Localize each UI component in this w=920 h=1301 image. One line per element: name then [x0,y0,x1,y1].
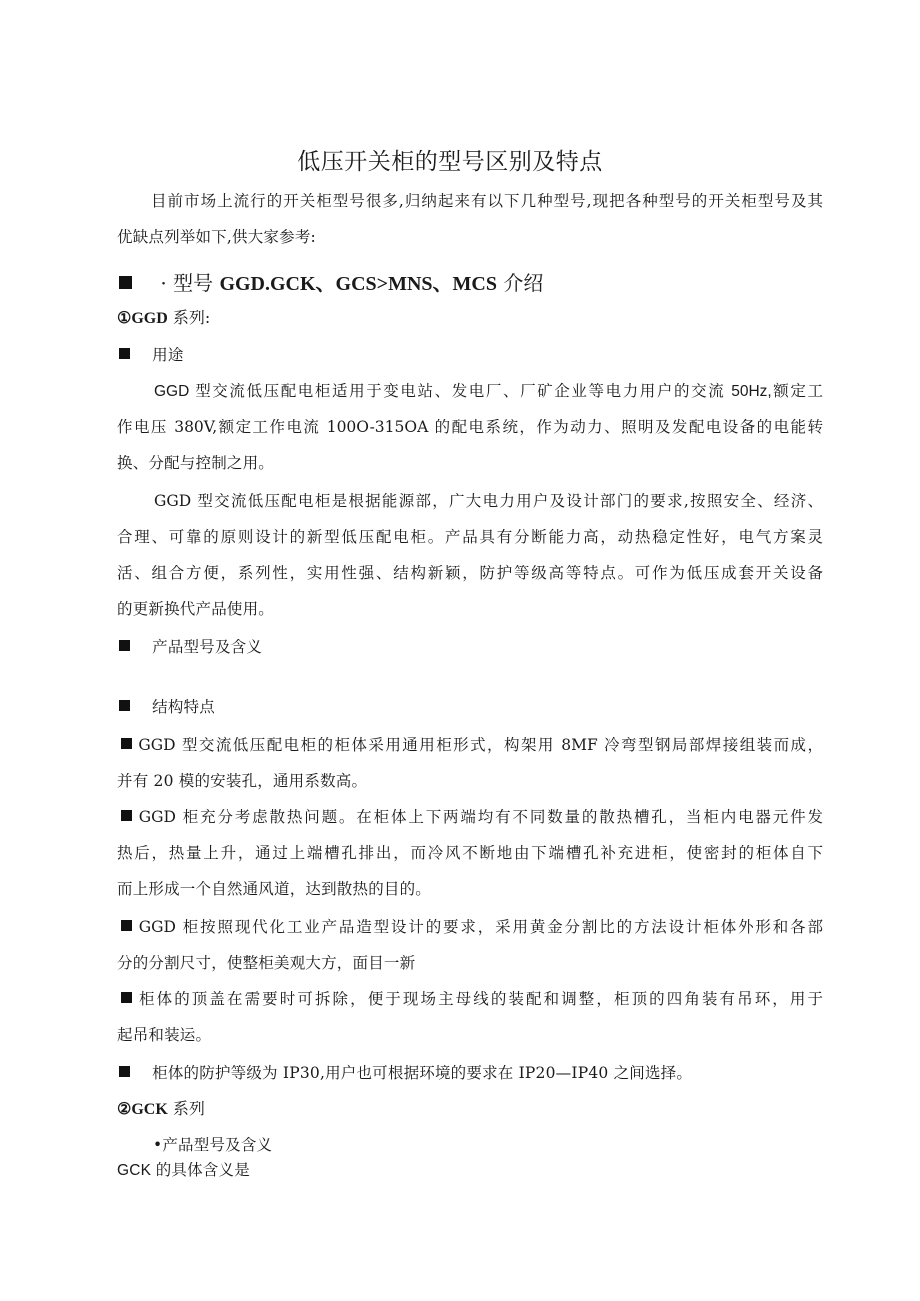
section-heading-models: GGD.GCK、GCS>MNS、MCS [219,273,497,295]
square-bullet-icon [121,992,132,1003]
gck-model-meaning-label: 产品型号及含义 [162,1136,273,1154]
square-bullet-icon [119,640,130,651]
gck-meaning-line: GCK 的具体含义是 [117,1162,250,1179]
ggd-series-heading [117,308,210,329]
structure-point-5: 柜体的防护等级为 IP30,用户也可根据环境的要求在 IP20—IP40 之间选择。 [119,1063,692,1083]
structure-point-1-line-2: 并有 20 模的安装孔，通用系数高。 [117,772,368,790]
square-bullet-icon [119,1066,130,1077]
document-title: 低压开关柜的型号区别及特点 [297,149,603,175]
square-bullet-icon [119,276,132,289]
usage-label: 用途 [152,346,184,364]
square-bullet-icon [121,920,132,931]
design-para-line-3: 活、组合方便，系列性，实用性强、结构新颖，防护等级高等特点。可作为低压成套开关设备 [117,564,823,582]
circled-number-2: ② [117,1101,132,1118]
structure-point-3-line-2: 分的分割尺寸，使整柜美观大方，面目一新 [117,954,416,972]
circled-number-1: ① [117,310,132,327]
gck-series-suffix: 系列 [167,1099,205,1118]
usage-para-line-3: 换、分配与控制之用。 [117,454,275,472]
square-bullet-icon [121,738,132,749]
gck-model-meaning-heading [153,1135,272,1155]
intro-line-1: 目前市场上流行的开关柜型号很多,归纳起来有以下几种型号,现把各种型号的开关柜型号及其 [151,192,823,210]
gck-series-heading [117,1099,205,1120]
design-para-line-1: GGD 型交流低压配电柜是根据能源部，广大电力用户及设计部门的要求,按照安全、经济、 [154,492,823,510]
ggd-series-suffix: 系列: [167,308,211,327]
design-para-line-4: 的更新换代产品使用。 [117,600,275,618]
structure-point-4-line-2: 起吊和装运。 [117,1026,212,1044]
structure-point-2-line-3: 而上形成一个自然通风道，达到散热的目的。 [117,880,432,898]
square-bullet-icon [119,700,130,711]
ggd-series-model: GGD [131,310,168,327]
usage-para-line-2: 作电压 380V,额定工作电流 100O-315OA 的配电系统，作为动力、照明及发配电设备的电能转 [117,418,823,436]
structure-label: 结构特点 [152,698,215,716]
section-heading-suffix: 介绍 [496,271,544,295]
model-meaning-heading [119,637,262,657]
square-bullet-icon [119,348,130,359]
structure-point-1-line-1: GGD 型交流低压配电柜的柜体采用通用柜形式，构架用 8MF 冷弯型钢局部焊接组装而成， [121,735,823,755]
structure-point-2-line-1: GGD 柜充分考虑散热问题。在柜体上下两端均有不同数量的散热槽孔，当柜内电器元件发 [121,807,823,827]
dot-bullet-icon: • [153,1136,163,1154]
square-bullet-icon [121,810,132,821]
intro-line-2: 优缺点列举如下,供大家参考: [117,228,316,246]
usage-para-line-1: GGD 型交流低压配电柜适用于变电站、发电厂、厂矿企业等电力用户的交流 50Hz,额定工 [154,383,823,400]
model-meaning-label: 产品型号及含义 [152,638,263,656]
design-para-line-2: 合理、可靠的原则设计的新型低压配电柜。产品具有分断能力高，动热稳定性好，电气方案灵 [117,528,823,546]
structure-point-3-line-1: GGD 柜按照现代化工业产品造型设计的要求，采用黄金分割比的方法设计柜体外形和各部 [121,917,823,937]
section-heading-prefix: · 型号 [160,271,220,295]
section-heading [119,270,543,297]
gck-series-model: GCK [131,1101,168,1118]
structure-point-4-line-1: 柜体的顶盖在需要时可拆除，便于现场主母线的装配和调整，柜顶的四角装有吊环，用于 [121,989,823,1009]
structure-point-2-line-2: 热后，热量上升，通过上端槽孔排出，而冷风不断地由下端槽孔补充进柜，使密封的柜体自下 [117,844,823,862]
usage-heading [119,345,184,365]
structure-heading [119,697,215,717]
